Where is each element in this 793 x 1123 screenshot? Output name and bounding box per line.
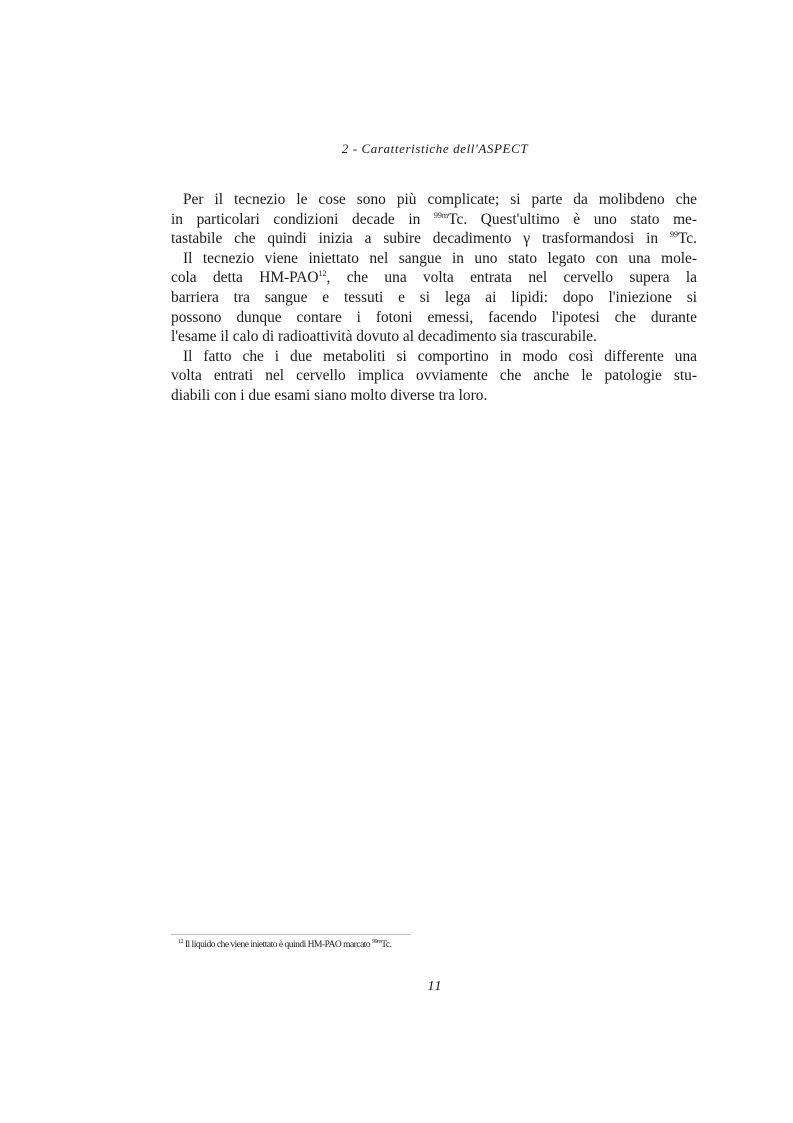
paragraph-1-line-1: Per il tecnezio le cose sono più complicate; si parte da molibdeno che	[183, 191, 697, 208]
superscript: 99m	[433, 210, 449, 220]
paragraph-1-line-2	[171, 210, 697, 230]
footnote-isotope-superscript: 99m	[372, 938, 382, 945]
text-run: in particolari condizioni decade in	[171, 210, 434, 228]
body-text	[171, 190, 697, 406]
footnote-isotope-tail: Tc.	[381, 940, 392, 950]
paragraph-2-line-2	[171, 268, 697, 288]
text-run: Tc. Quest'ultimo è uno stato me-	[448, 210, 697, 228]
footnote	[178, 940, 391, 950]
footnote-reference: 12	[318, 269, 327, 279]
paragraph-3-line-3: diabili con i due esami siano molto diverse tra loro.	[171, 386, 488, 404]
footnote-separator	[171, 934, 411, 935]
superscript: 99	[669, 230, 678, 240]
paragraph-2-line-3: barriera tra sangue e tessuti e si lega ai lipidi: dopo l'iniezione si	[171, 288, 697, 306]
running-header: 2 - Caratteristiche dell'ASPECT	[341, 141, 529, 156]
paragraph-3-line-1: Il fatto che i due metaboliti si comportino in modo così differente una	[183, 347, 697, 365]
paragraph-3-line-2: volta entrati nel cervello implica ovviamente che anche le patologie stu-	[171, 367, 697, 385]
text-run: Tc.	[677, 230, 697, 248]
text-run: cola detta HM-PAO	[171, 269, 319, 287]
paragraph-2-line-4: possono dunque contare i fotoni emessi, facendo l'ipotesi che durante	[171, 308, 697, 326]
paragraph-1-line-3	[171, 229, 697, 249]
page-number: 11	[427, 979, 443, 994]
paragraph-2-line-1: Il tecnezio viene iniettato nel sangue in uno stato legato con una mole-	[183, 249, 697, 267]
footnote-text: Il liquido che viene iniettato è quindi HM-PAO marcato	[183, 940, 373, 950]
text-run: , che una volta entrata nel cervello supera la	[326, 269, 697, 287]
footnote-marker: 12	[178, 938, 183, 945]
text-run: tastabile che quindi inizia a subire decadimento γ trasformandosi in	[171, 230, 670, 248]
paragraph-2-line-5: l'esame il calo di radioattività dovuto al decadimento sia trascurabile.	[171, 328, 597, 346]
